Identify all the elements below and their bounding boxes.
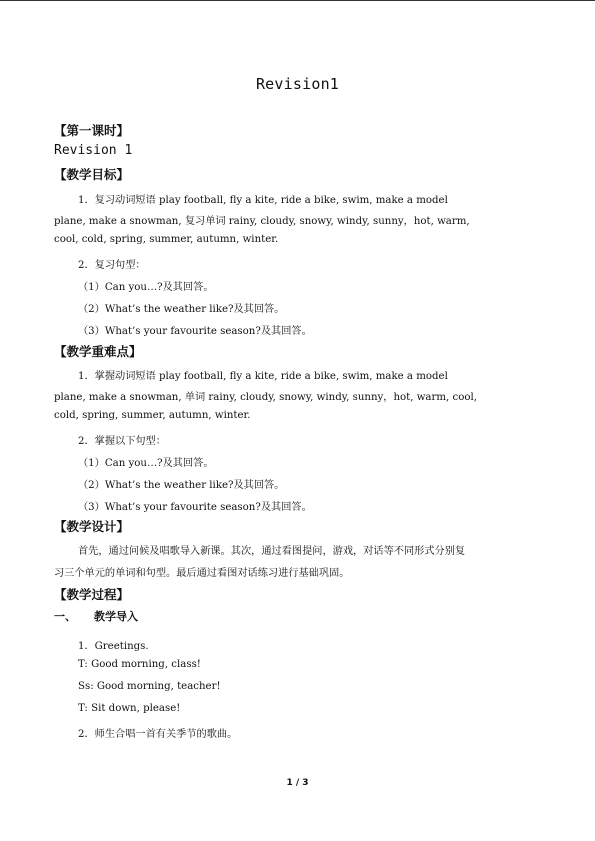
key-points-line: 2．掌握以下句型： xyxy=(78,436,166,447)
lesson-heading: 【第一课时】 xyxy=(54,123,130,138)
key-points-line: 1．掌握动词短语 play football, fly a kite, ride a bike, swim, make a model xyxy=(78,371,448,382)
objectives-heading: 【教学目标】 xyxy=(54,167,130,182)
design-line: 习三个单元的单词和句型。最后通过看图对话练习进行基础巩固。 xyxy=(54,568,350,579)
process-step-heading xyxy=(54,608,138,624)
process-line: 1．Greetings. xyxy=(78,641,149,652)
process-line: 2．师生合唱一首有关季节的歌曲。 xyxy=(78,729,238,740)
lesson-subtitle: Revision 1 xyxy=(54,143,133,158)
process-step-label: 教学导入 xyxy=(94,610,138,623)
objectives-line: （3）What’s your favourite season?及其回答。 xyxy=(78,326,312,337)
process-heading: 【教学过程】 xyxy=(54,587,130,602)
objectives-line: 2．复习句型： xyxy=(78,260,146,271)
key-points-line: （1）Can you…?及其回答。 xyxy=(78,458,214,469)
process-line: T: Good morning, class! xyxy=(78,659,201,670)
key-points-line: （3）What’s your favourite season?及其回答。 xyxy=(78,502,312,513)
design-line: 首先，通过问候及唱歌导入新课。其次，通过看图提问，游戏，对话等不同形式分别复 xyxy=(78,546,466,557)
key-points-heading: 【教学重难点】 xyxy=(54,344,142,359)
key-points-line: cold, spring, summer, autumn, winter. xyxy=(54,410,251,421)
objectives-line: plane, make a snowman, 复习单词 rainy, cloudy, snowy, windy, sunny，hot, warm, xyxy=(54,216,470,227)
process-line: T: Sit down, please! xyxy=(78,703,181,714)
objectives-line: cool, cold, spring, summer, autumn, winter. xyxy=(54,234,279,245)
process-step-number: 一、 xyxy=(54,610,76,623)
objectives-line: （1）Can you…?及其回答。 xyxy=(78,282,214,293)
page-number: 1 / 3 xyxy=(286,778,309,788)
key-points-line: （2）What’s the weather like?及其回答。 xyxy=(78,480,285,491)
objectives-line: 1．复习动词短语 play football, fly a kite, ride a bike, swim, make a model xyxy=(78,195,448,206)
top-border xyxy=(0,0,595,1)
design-heading: 【教学设计】 xyxy=(54,519,130,534)
key-points-line: plane, make a snowman, 单词 rainy, cloudy, snowy, windy, sunny，hot, warm, cool, xyxy=(54,392,477,403)
document-title: Revision1 xyxy=(255,75,340,93)
objectives-line: （2）What’s the weather like?及其回答。 xyxy=(78,304,285,315)
process-line: Ss: Good morning, teacher! xyxy=(78,681,221,692)
